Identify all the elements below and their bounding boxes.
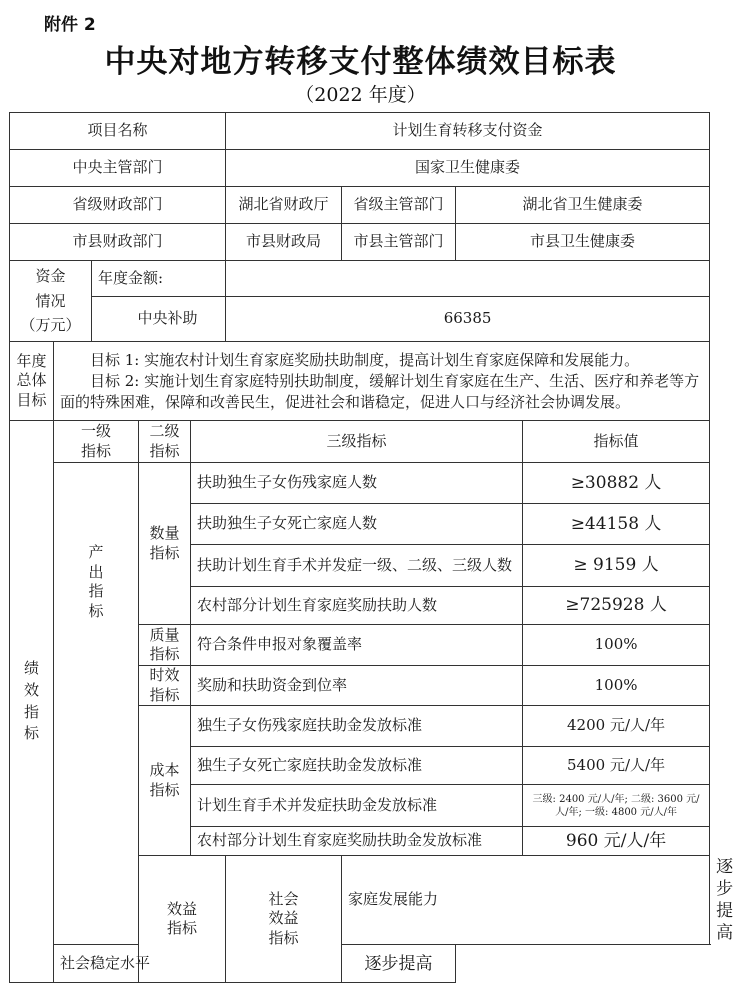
indicator-name: 扶助计划生育手术并发症一级、二级、三级人数 <box>191 545 523 587</box>
header-level3: 三级指标 <box>191 421 523 463</box>
indicator-name: 独生子女死亡家庭扶助金发放标准 <box>191 747 523 785</box>
indicator-value: ≥ 9159 人 <box>523 545 710 587</box>
benefit-indicators-label: 效益 指标 <box>139 856 226 983</box>
row-project-name <box>10 113 710 150</box>
timeliness-indicators-label: 时效 指标 <box>139 666 191 706</box>
row-city <box>10 224 710 261</box>
indicator-value: ≥30882 人 <box>523 463 710 504</box>
indicator-name: 奖励和扶助资金到位率 <box>191 666 523 706</box>
indicator-value: 960 元/人/年 <box>523 827 710 856</box>
indicator-value: 100% <box>523 666 710 706</box>
row-indicator-headers <box>10 421 710 463</box>
indicator-name: 符合条件申报对象覆盖率 <box>191 625 523 666</box>
row-central-dept <box>10 150 710 187</box>
prov-finance-label: 省级财政部门 <box>10 187 226 224</box>
prov-dept-label: 省级主管部门 <box>342 187 456 224</box>
city-finance-label: 市县财政部门 <box>10 224 226 261</box>
header-level2: 二级 指标 <box>139 421 191 463</box>
prov-dept-value: 湖北省卫生健康委 <box>456 187 710 224</box>
indicator-value: 4200 元/人/年 <box>523 706 710 747</box>
objectives-label: 年度 总体 目标 <box>10 342 54 421</box>
project-name-value: 计划生育转移支付资金 <box>226 113 710 150</box>
quality-indicators-label: 质量 指标 <box>139 625 191 666</box>
indicator-name: 农村部分计划生育家庭奖励扶助金发放标准 <box>191 827 523 856</box>
row-central-subsidy <box>10 297 710 342</box>
funds-label: 资金 情况 （万元） <box>10 261 92 342</box>
city-dept-value: 市县卫生健康委 <box>456 224 710 261</box>
page-title: 中央对地方转移支付整体绩效目标表 <box>104 44 617 80</box>
central-subsidy-value: 66385 <box>226 297 710 342</box>
central-subsidy-label: 中央补助 <box>92 297 226 342</box>
objectives-text <box>54 342 710 421</box>
indicator-name: 家庭发展能力 <box>342 856 710 945</box>
central-dept-value: 国家卫生健康委 <box>226 150 710 187</box>
city-finance-value: 市县财政局 <box>226 224 342 261</box>
table-row: 效益 指标 社会 效益 指标 家庭发展能力 逐步提高 <box>10 856 710 945</box>
goal-2: 目标 2: 实施计划生育家庭特别扶助制度，缓解计划生育家庭在生产、生活、医疗和养老等方面的特殊困难，保障和改善民生，促进社会和谐稳定，促进人口与经济社会协调发展。 <box>60 371 700 411</box>
indicator-value: ≥44158 人 <box>523 504 710 545</box>
row-provincial <box>10 187 710 224</box>
prov-finance-value: 湖北省财政厅 <box>226 187 342 224</box>
project-name-label: 项目名称 <box>10 113 226 150</box>
performance-indicators-label: 绩 效 指 标 <box>10 421 54 983</box>
city-dept-label: 市县主管部门 <box>342 224 456 261</box>
quantity-indicators-label: 数量 指标 <box>139 463 191 625</box>
output-indicators-label: 产 出 指 标 <box>54 463 139 945</box>
indicator-name: 农村部分计划生育家庭奖励扶助人数 <box>191 587 523 625</box>
year-subtitle: （2022 年度） <box>295 84 426 106</box>
performance-target-table <box>9 112 733 983</box>
central-dept-label: 中央主管部门 <box>10 150 226 187</box>
row-annual-objectives <box>10 342 710 421</box>
indicator-name: 计划生育手术并发症扶助金发放标准 <box>191 785 523 827</box>
social-benefit-indicators-label: 社会 效益 指标 <box>226 856 342 983</box>
indicator-value: ≥725928 人 <box>523 587 710 625</box>
row-annual-amount <box>10 261 710 297</box>
attachment-label: 附件 2 <box>44 15 96 35</box>
indicator-name: 独生子女伤残家庭扶助金发放标准 <box>191 706 523 747</box>
indicator-value: 逐步提高 <box>342 945 456 983</box>
indicator-name: 扶助独生子女伤残家庭人数 <box>191 463 523 504</box>
table-row <box>10 945 710 983</box>
indicator-name: 扶助独生子女死亡家庭人数 <box>191 504 523 545</box>
indicator-value: 5400 元/人/年 <box>523 747 710 785</box>
header-level1: 一级 指标 <box>54 421 139 463</box>
annual-amount-label: 年度金额: <box>92 261 226 297</box>
indicator-name: 社会稳定水平 <box>54 945 226 983</box>
indicator-value: 100% <box>523 625 710 666</box>
annual-amount-value <box>226 261 710 297</box>
indicator-value: 三级: 2400 元/人/年; 二级: 3600 元/人/年; 一级: 4800 元/人/年 <box>523 785 710 827</box>
table-row <box>10 463 710 504</box>
goal-1: 目标 1: 实施农村计划生育家庭奖励扶助制度，提高计划生育家庭保障和发展能力。 <box>90 350 640 369</box>
cost-indicators-label: 成本 指标 <box>139 706 191 856</box>
header-value: 指标值 <box>523 421 710 463</box>
